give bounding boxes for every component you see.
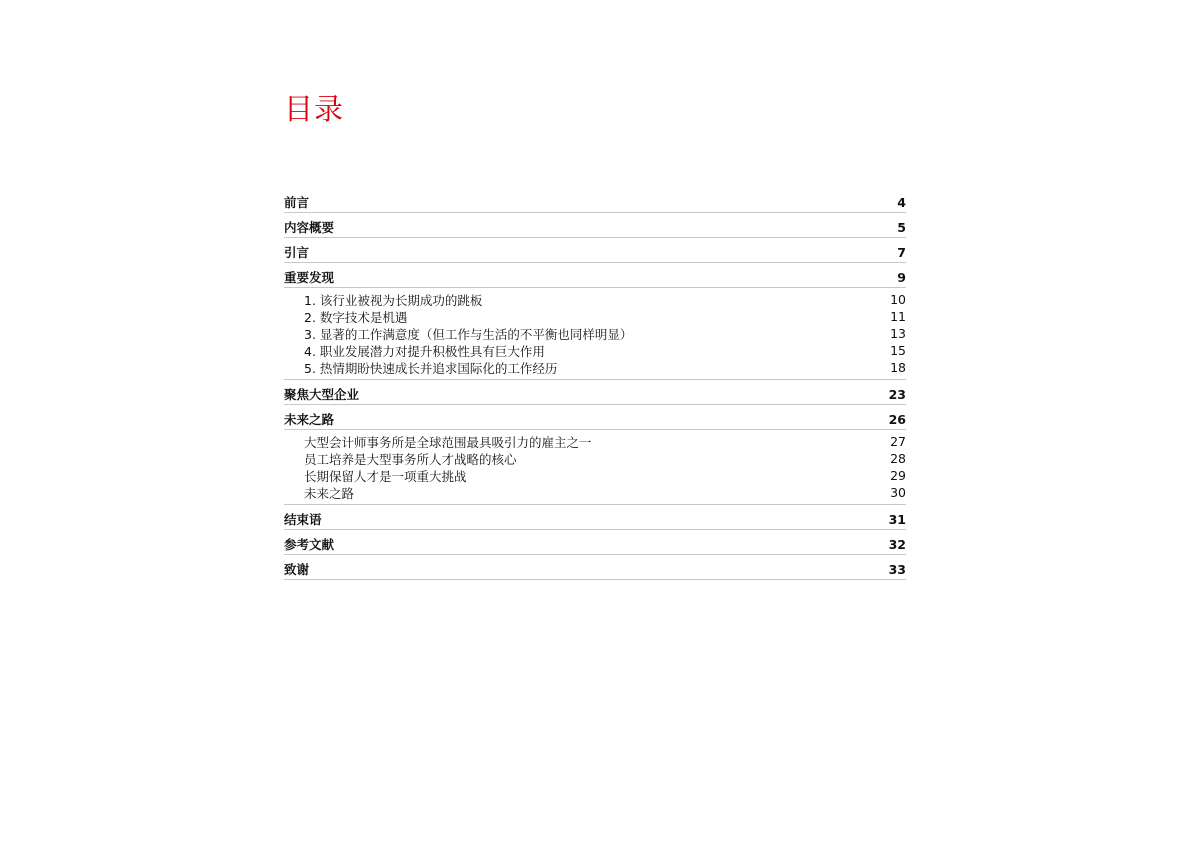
toc-entry-label: 内容概要: [284, 220, 335, 235]
toc-entry-page: 31: [888, 511, 906, 527]
toc-subentry-label: 长期保留人才是一项重大挑战: [304, 468, 467, 484]
toc-entry-page: 33: [888, 561, 906, 577]
table-of-contents: [284, 188, 906, 580]
toc-entry-thanks[interactable]: [284, 555, 906, 580]
toc-entry-label: 前言: [284, 195, 310, 210]
page-title: 目录: [284, 92, 345, 126]
toc-subentry[interactable]: [284, 433, 906, 450]
toc-subentry-label: 4. 职业发展潜力对提升积极性具有巨大作用: [304, 343, 545, 359]
toc-subentry-label: 1. 该行业被视为长期成功的跳板: [304, 292, 483, 308]
toc-entry-page: 9: [897, 269, 906, 285]
toc-subentry[interactable]: [284, 467, 906, 484]
toc-entry-findings[interactable]: [284, 263, 906, 288]
toc-subentry-page: 13: [890, 326, 906, 341]
toc-entry-references[interactable]: [284, 530, 906, 555]
toc-entry-label: 结束语: [284, 512, 322, 527]
toc-entry-intro[interactable]: [284, 238, 906, 263]
toc-subentry-label: 5. 热情期盼快速成长并追求国际化的工作经历: [304, 360, 558, 376]
toc-entry-label: 重要发现: [284, 270, 335, 285]
toc-subentry-page: 10: [890, 292, 906, 307]
toc-subentry-page: 18: [890, 360, 906, 375]
toc-entry-page: 7: [897, 244, 906, 260]
toc-subentry[interactable]: [284, 450, 906, 467]
toc-subentry-page: 28: [890, 451, 906, 466]
toc-subentry-label: 3. 显著的工作满意度（但工作与生活的不平衡也同样明显）: [304, 326, 633, 342]
toc-entry-page: 23: [888, 386, 906, 402]
toc-entry-label: 未来之路: [284, 412, 335, 427]
toc-entry-label: 参考文献: [284, 537, 335, 552]
toc-subentry-page: 27: [890, 434, 906, 449]
toc-entry-future[interactable]: [284, 405, 906, 430]
toc-entry-page: 32: [888, 536, 906, 552]
toc-subentry[interactable]: [284, 308, 906, 325]
toc-subentry-label: 员工培养是大型事务所人才战略的核心: [304, 451, 517, 467]
toc-entry-page: 5: [897, 219, 906, 235]
toc-subentry[interactable]: [284, 484, 906, 501]
toc-subentry-page: 11: [890, 309, 906, 324]
toc-entry-label: 聚焦大型企业: [284, 387, 360, 402]
toc-entry-label: 致谢: [284, 562, 310, 577]
toc-subentry-label: 2. 数字技术是机遇: [304, 309, 408, 325]
toc-subsection-findings: [284, 288, 906, 380]
toc-subentry-page: 30: [890, 485, 906, 500]
toc-entry-summary[interactable]: [284, 213, 906, 238]
toc-entry-focus[interactable]: [284, 380, 906, 405]
toc-subentry[interactable]: [284, 342, 906, 359]
toc-entry-page: 26: [888, 411, 906, 427]
toc-entry-conclusion[interactable]: [284, 505, 906, 530]
toc-subentry-label: 未来之路: [304, 485, 355, 501]
toc-entry-preface[interactable]: [284, 188, 906, 213]
toc-entry-page: 4: [897, 194, 906, 210]
toc-subentry[interactable]: [284, 325, 906, 342]
toc-entry-label: 引言: [284, 245, 310, 260]
toc-subentry[interactable]: [284, 291, 906, 308]
toc-subentry-page: 15: [890, 343, 906, 358]
toc-subsection-future: [284, 430, 906, 505]
toc-subentry-label: 大型会计师事务所是全球范围最具吸引力的雇主之一: [304, 434, 592, 450]
toc-subentry[interactable]: [284, 359, 906, 376]
toc-subentry-page: 29: [890, 468, 906, 483]
